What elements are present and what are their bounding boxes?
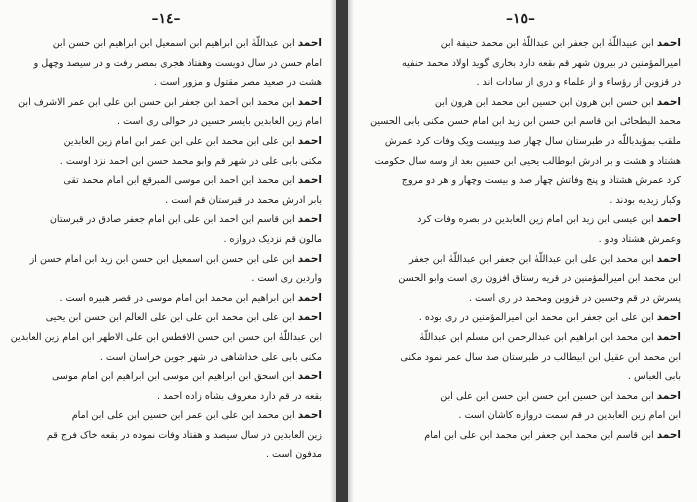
entry-text: مکنی بابی علی خداشاهی در شهر جوین خراسان است . (99, 351, 322, 363)
entry-line (360, 250, 681, 270)
entry-headword: احمد (297, 213, 322, 226)
entry-line (360, 191, 681, 211)
entry-text: مدفون است . (265, 449, 322, 461)
entry-text: زین العابدین در سال سیصد و هفتاد وفات نموده در بقعه خاک فرج قم (46, 429, 322, 441)
entry-line (360, 426, 681, 446)
entry-text: امام حسن در سال دویست وهفتاد هجری بمصر رفت و در سیصد وچهل و (33, 57, 322, 69)
right-gutter-shadow (348, 0, 354, 502)
entry-headword: احمد (656, 389, 681, 402)
entry-text: ابن عبیداللّهٰ ابن جعفر ابن عبداللّهٰ ابن محمد حنیفة ابن (440, 38, 654, 49)
entry-text: ابن قاسم ابن محمد ابن جعفر ابن محمد ابن علی ابن امام (424, 429, 654, 441)
left-page (0, 0, 336, 502)
entry-line (10, 112, 322, 132)
entry-line (360, 132, 681, 152)
entry-text: بقعه در قم دارد معروف بشاه زاده احمد . (156, 390, 322, 402)
entry-text: ابن محمد ابن امیرالمؤمنین در قریه رستاق افزون ری است وابو الحسن (398, 273, 681, 285)
entry-text: پسرش در قم وحسین در قزوین ومحمد در ری است . (468, 292, 681, 304)
entry-line (10, 445, 322, 465)
entry-block (360, 210, 681, 249)
entry-line (360, 34, 681, 54)
entry-text: امیرالمؤمنین در بیرون شهر قم بقعه دارد بخاری گوید اولاد محمد حنفیه (402, 57, 681, 69)
entry-line (360, 210, 681, 230)
right-page (348, 0, 697, 502)
entry-text: وکبار زیدیه بودند . (609, 194, 681, 206)
entry-headword: احمد (656, 311, 681, 324)
entry-text: هشتاد و هشت و بر ادرش ابوطالب یحیی ابن حسین بعد از وسه سال حکومت (374, 155, 681, 167)
entry-block (10, 132, 322, 171)
entry-block (360, 93, 681, 211)
entry-line (360, 308, 681, 328)
entry-block (10, 171, 322, 210)
entry-line (10, 152, 322, 172)
entry-block (360, 387, 681, 426)
entry-line (360, 112, 681, 132)
entry-headword: احمد (297, 409, 322, 422)
entry-line (10, 426, 322, 446)
entry-text: در قزوین از رؤساء و از علماء و دری از سادات اند . (476, 77, 681, 89)
entry-block (360, 308, 681, 328)
entry-headword: احمد (656, 95, 681, 108)
entry-text: ابن علی ابن حسن ابن اسمعیل ابن حسن ابن زید ابن امام حسن از (29, 253, 295, 265)
entry-text: ابن اسحق ابن ابراهیم ابن موسی ابن ابراهیم ابن امام موسی (51, 371, 295, 383)
entry-text: ابن محمد ابن علی ابن عمر ابن حسین ابن علی ابن امام (71, 410, 295, 422)
entry-block (10, 406, 322, 465)
entry-line (10, 210, 322, 230)
entry-block (360, 34, 681, 93)
entry-text: ابن ابراهیم ابن محمد ابن امام موسی در قصر هبیره است . (59, 292, 295, 304)
entry-text: ابن علی ابن محمد ابن علی ابن علی العالم ابن حسن ابن یحیی (45, 312, 295, 324)
entry-line (10, 230, 322, 250)
entry-line (360, 387, 681, 407)
entry-block (10, 289, 322, 309)
entry-block (10, 367, 322, 406)
entry-text: واردین ری است . (251, 273, 322, 285)
left-entries (10, 34, 322, 465)
entry-text: ابن علی ابن جعفر ابن محمد ابن امیرالمؤمنین در ری بوده . (418, 312, 654, 324)
entry-line (10, 387, 322, 407)
left-page-number: –١٤– (151, 11, 181, 27)
entry-line (360, 348, 681, 368)
entry-headword: احمد (297, 95, 322, 108)
entry-text: وعمرش هشتاد ودو . (598, 233, 681, 245)
entry-text: امام زین العابدین بایسر حسین در حوالی ری است . (116, 116, 322, 128)
entry-headword: احمد (297, 370, 322, 383)
entry-block (360, 250, 681, 309)
entry-text: بابی العباس . (627, 371, 681, 383)
entry-text: ابن عیسی ابن زید ابن امام زین العابدین در بصره وفات کرد (417, 214, 654, 226)
entry-line (360, 367, 681, 387)
entry-text: ابن محمد ابن احمد ابن موسی المبرقع ابن امام محمد تقی (63, 175, 295, 187)
entry-headword: احمد (656, 330, 681, 343)
entry-block (10, 34, 322, 93)
entry-headword: احمد (297, 252, 322, 265)
entry-line (10, 250, 322, 270)
entry-text: ملقب بمؤیدباللّه در طبرستان سال چهار صد وبیست ویک وفات کرد عمرش (384, 135, 681, 147)
entry-block (10, 210, 322, 249)
entry-text: مکنی بابی علی در شهر قم وابو محمد حسن ابن احمد نزد اوست . (59, 155, 322, 167)
entry-line (10, 348, 322, 368)
right-entries (360, 34, 681, 445)
entry-text: هشت در صعید مصر مقتول و مزور است . (153, 77, 322, 89)
entry-line (10, 328, 322, 348)
entry-text: مالون قم نزدیک دروازه . (223, 233, 322, 245)
entry-text: ابن محمد ابن علی ابن عبداللّهٰ ابن جعفر ابن عبداللّهٰ ابن جعفر (408, 253, 654, 265)
entry-headword: احمد (297, 37, 322, 49)
entry-headword: احمد (656, 213, 681, 226)
entry-block (360, 426, 681, 446)
entry-line (10, 73, 322, 93)
entry-text: بابر ادرش محمد در قبرستان قم است . (165, 194, 322, 206)
entry-line (360, 152, 681, 172)
entry-text: ابن محمد ابن احمد ابن جعفر ابن حسن ابن علی ابن عمر الاشرف ابن (18, 96, 295, 108)
entry-text: ابن عبداللّهٰ ابن ابراهیم ابن اسمعیل ابن ابراهیم ابن حسن ابن (52, 38, 295, 49)
entry-headword: احمد (656, 252, 681, 265)
entry-line (10, 367, 322, 387)
entry-text: ابن محمد ابن حسین ابن حسن ابن حسن ابن علی ابن (440, 390, 654, 402)
entry-headword: احمد (297, 174, 322, 187)
entry-line (360, 289, 681, 309)
entry-line (360, 269, 681, 289)
entry-line (360, 230, 681, 250)
entry-line (10, 34, 322, 54)
entry-line (10, 269, 322, 289)
entry-line (10, 54, 322, 74)
entry-text: ابن عبداللّهٰ ابن حسن ابن حسن الافطس ابن علی الاطهر ابن امام زین العابدین (10, 331, 322, 343)
entry-line (10, 308, 322, 328)
right-page-number: –١٥– (505, 11, 536, 27)
entry-text: ابن قاسم ابن احمد ابن علی ابن امام جعفر صادق در قبرستان (49, 214, 295, 226)
entry-line (10, 191, 322, 211)
entry-line (360, 73, 681, 93)
entry-headword: احمد (297, 291, 322, 304)
left-gutter-shadow (330, 0, 336, 502)
entry-line (360, 406, 681, 426)
entry-block (10, 250, 322, 289)
entry-text: ابن امام زین العابدین در قم سمت دروازه کاشان است . (458, 410, 681, 422)
entry-line (10, 406, 322, 426)
entry-text: ابن محمد ابن ابراهیم ابن عبدالرحمن ابن مسلم ابن عبداللّهٰ (419, 331, 654, 343)
entry-line (360, 328, 681, 348)
entry-text: کرد عمرش هشتاد و پنج وفاتش چهار صد و بیست وچهار و هر دو مروج (401, 175, 681, 187)
entry-block (360, 328, 681, 387)
entry-line (10, 132, 322, 152)
entry-headword: احمد (297, 134, 322, 147)
entry-text: محمد البطحائی ابن قاسم ابن حسن ابن زید ابن امام حسن مکنی بابی الحسین (370, 116, 681, 128)
entry-line (10, 171, 322, 191)
entry-block (10, 308, 322, 367)
entry-line (10, 93, 322, 113)
entry-text: ابن حسن ابن هرون ابن حسین ابن محمد ابن هرون ابن (434, 96, 654, 108)
entry-headword: احمد (656, 37, 681, 49)
entry-headword: احمد (297, 311, 322, 324)
entry-text: ابن محمد ابن عقیل ابن ابیطالب در طبرستان صد سال عمر نمود مکنی (400, 351, 681, 363)
entry-line (360, 93, 681, 113)
entry-line (10, 289, 322, 309)
entry-block (10, 93, 322, 132)
entry-line (360, 171, 681, 191)
entry-text: ابن علی ابن محمد ابن علی ابن عمر ابن امام زین العابدین (63, 135, 295, 147)
entry-line (360, 54, 681, 74)
entry-headword: احمد (656, 428, 681, 441)
